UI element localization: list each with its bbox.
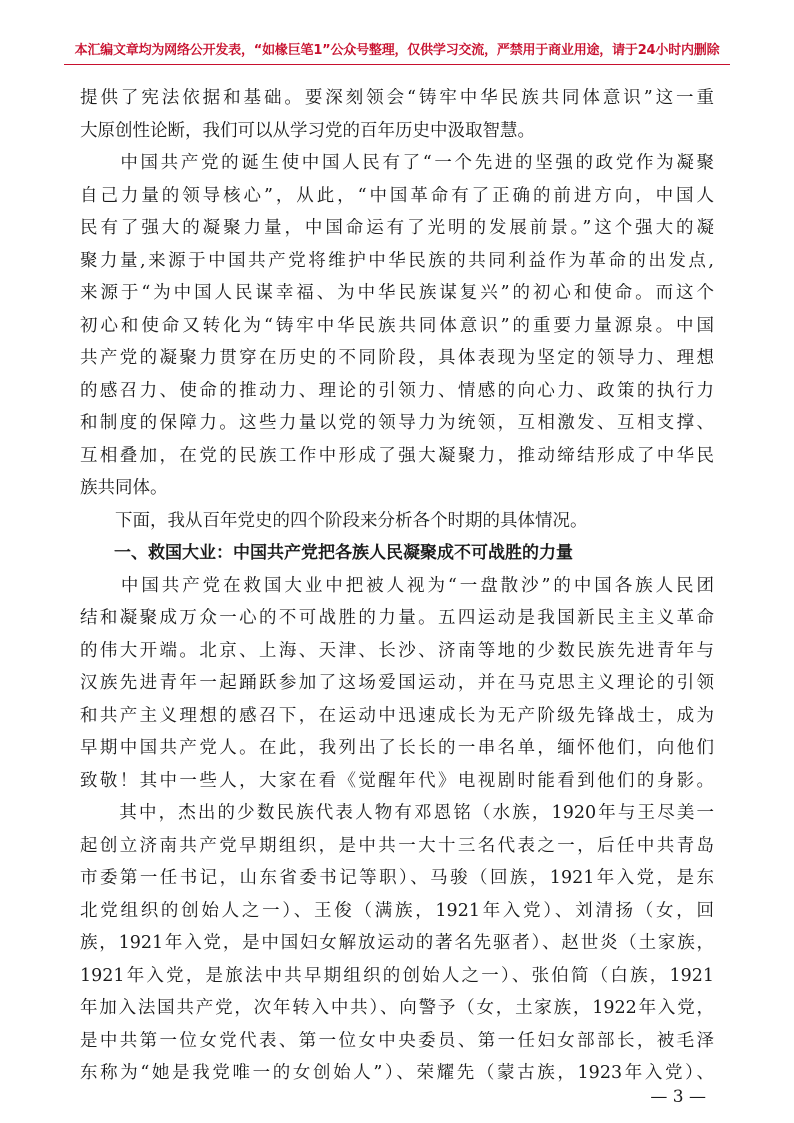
text-line: 来源于“为中国人民谋幸福、为中华民族谋复兴”的初心和使命。而这个 bbox=[80, 283, 714, 303]
text-line: 初心和使命又转化为“铸牢中华民族共同体意识”的重要力量源泉。中国 bbox=[80, 315, 714, 336]
page-number: — 3 — bbox=[650, 1087, 706, 1107]
text-line: 的伟大开端。北京、上海、天津、长沙、济南等地的少数民族先进青年与 bbox=[80, 640, 714, 661]
text-line: 的感召力、使命的推动力、理论的引领力、情感的向心力、政策的执行力 bbox=[80, 380, 714, 401]
text-line: 1921年入党，是旅法中共早期组织的创始人之一）、张伯简（白族，1921 bbox=[80, 965, 714, 986]
text-line: 下面，我从百年党史的四个阶段来分析各个时期的具体情况。 bbox=[80, 510, 588, 531]
header-divider bbox=[64, 64, 730, 65]
text-line: 民有了强大的凝聚力量，中国命运有了光明的发展前景。”这个强大的凝 bbox=[80, 218, 714, 238]
text-line: 中国共产党的诞生使中国人民有了“一个先进的坚强的政党作为凝聚 bbox=[80, 153, 714, 173]
text-line: 北党组织的创始人之一）、王俊（满族，1921年入党）、刘清扬（女，回 bbox=[80, 900, 714, 921]
text-line: 提供了宪法依据和基础。要深刻领会“铸牢中华民族共同体意识”这一重 bbox=[80, 88, 714, 108]
text-line: 族，1921年入党，是中国妇女解放运动的著名先驱者）、赵世炎（土家族， bbox=[80, 933, 714, 953]
text-line: 中国共产党在救国大业中把被人视为“一盘散沙”的中国各族人民团 bbox=[80, 575, 714, 596]
text-line: 和共产主义理想的感召下，在运动中迅速成长为无产阶级先锋战士，成为 bbox=[80, 705, 714, 726]
text-line: 结和凝聚成万众一心的不可战胜的力量。五四运动是我国新民主主义革命 bbox=[80, 608, 714, 628]
text-line: 年加入法国共产党，次年转入中共）、向警予（女，土家族，1922年入党， bbox=[80, 998, 714, 1018]
text-line: 东称为“她是我党唯一的女创始人”）、荣耀先（蒙古族，1923年入党）、 bbox=[80, 1063, 714, 1083]
text-line: 早期中国共产党人。在此，我列出了长长的一串名单，缅怀他们，向他们 bbox=[80, 738, 714, 758]
text-line: 是中共第一位女党代表、第一位女中央委员、第一任妇女部部长，被毛泽 bbox=[80, 1030, 714, 1051]
text-line: 自己力量的领导核心”，从此，“中国革命有了正确的前进方向，中国人 bbox=[80, 185, 714, 206]
section-heading: 一、救国大业：中国共产党把各族人民凝聚成不可战胜的力量 bbox=[80, 543, 573, 563]
text-line: 大原创性论断，我们可以从学习党的百年历史中汲取智慧。 bbox=[80, 120, 535, 141]
text-line: 互相叠加，在党的民族工作中形成了强大凝聚力，推动缔结形成了中华民 bbox=[80, 445, 714, 466]
text-line: 致敬！其中一些人，大家在看《觉醒年代》电视剧时能看到他们的身影。 bbox=[80, 770, 714, 791]
text-line: 汉族先进青年一起踊跃参加了这场爱国运动，并在马克思主义理论的引领 bbox=[80, 673, 714, 693]
text-line: 市委第一任书记，山东省委书记等职）、马骏（回族，1921年入党，是东 bbox=[80, 868, 714, 888]
text-line: 和制度的保障力。这些力量以党的领导力为统领，互相激发、互相支撑、 bbox=[80, 413, 714, 433]
text-line: 起创立济南共产党早期组织，是中共一大十三名代表之一，后任中共青岛 bbox=[80, 835, 714, 856]
text-line: 其中，杰出的少数民族代表人物有邓恩铭（水族，1920年与王尽美一 bbox=[80, 803, 714, 823]
copyright-notice: 本汇编文章均为网络公开发表，“如椽巨笔1”公众号整理，仅供学习交流，严禁用于商业用途，请于24小时内删除 bbox=[74, 43, 720, 58]
text-line: 族共同体。 bbox=[80, 478, 168, 498]
text-line: 聚力量,来源于中国共产党将维护中华民族的共同利益作为革命的出发点, bbox=[80, 250, 714, 271]
text-line: 共产党的凝聚力贯穿在历史的不同阶段，具体表现为坚定的领导力、理想 bbox=[80, 348, 714, 368]
article-body bbox=[80, 82, 714, 1090]
